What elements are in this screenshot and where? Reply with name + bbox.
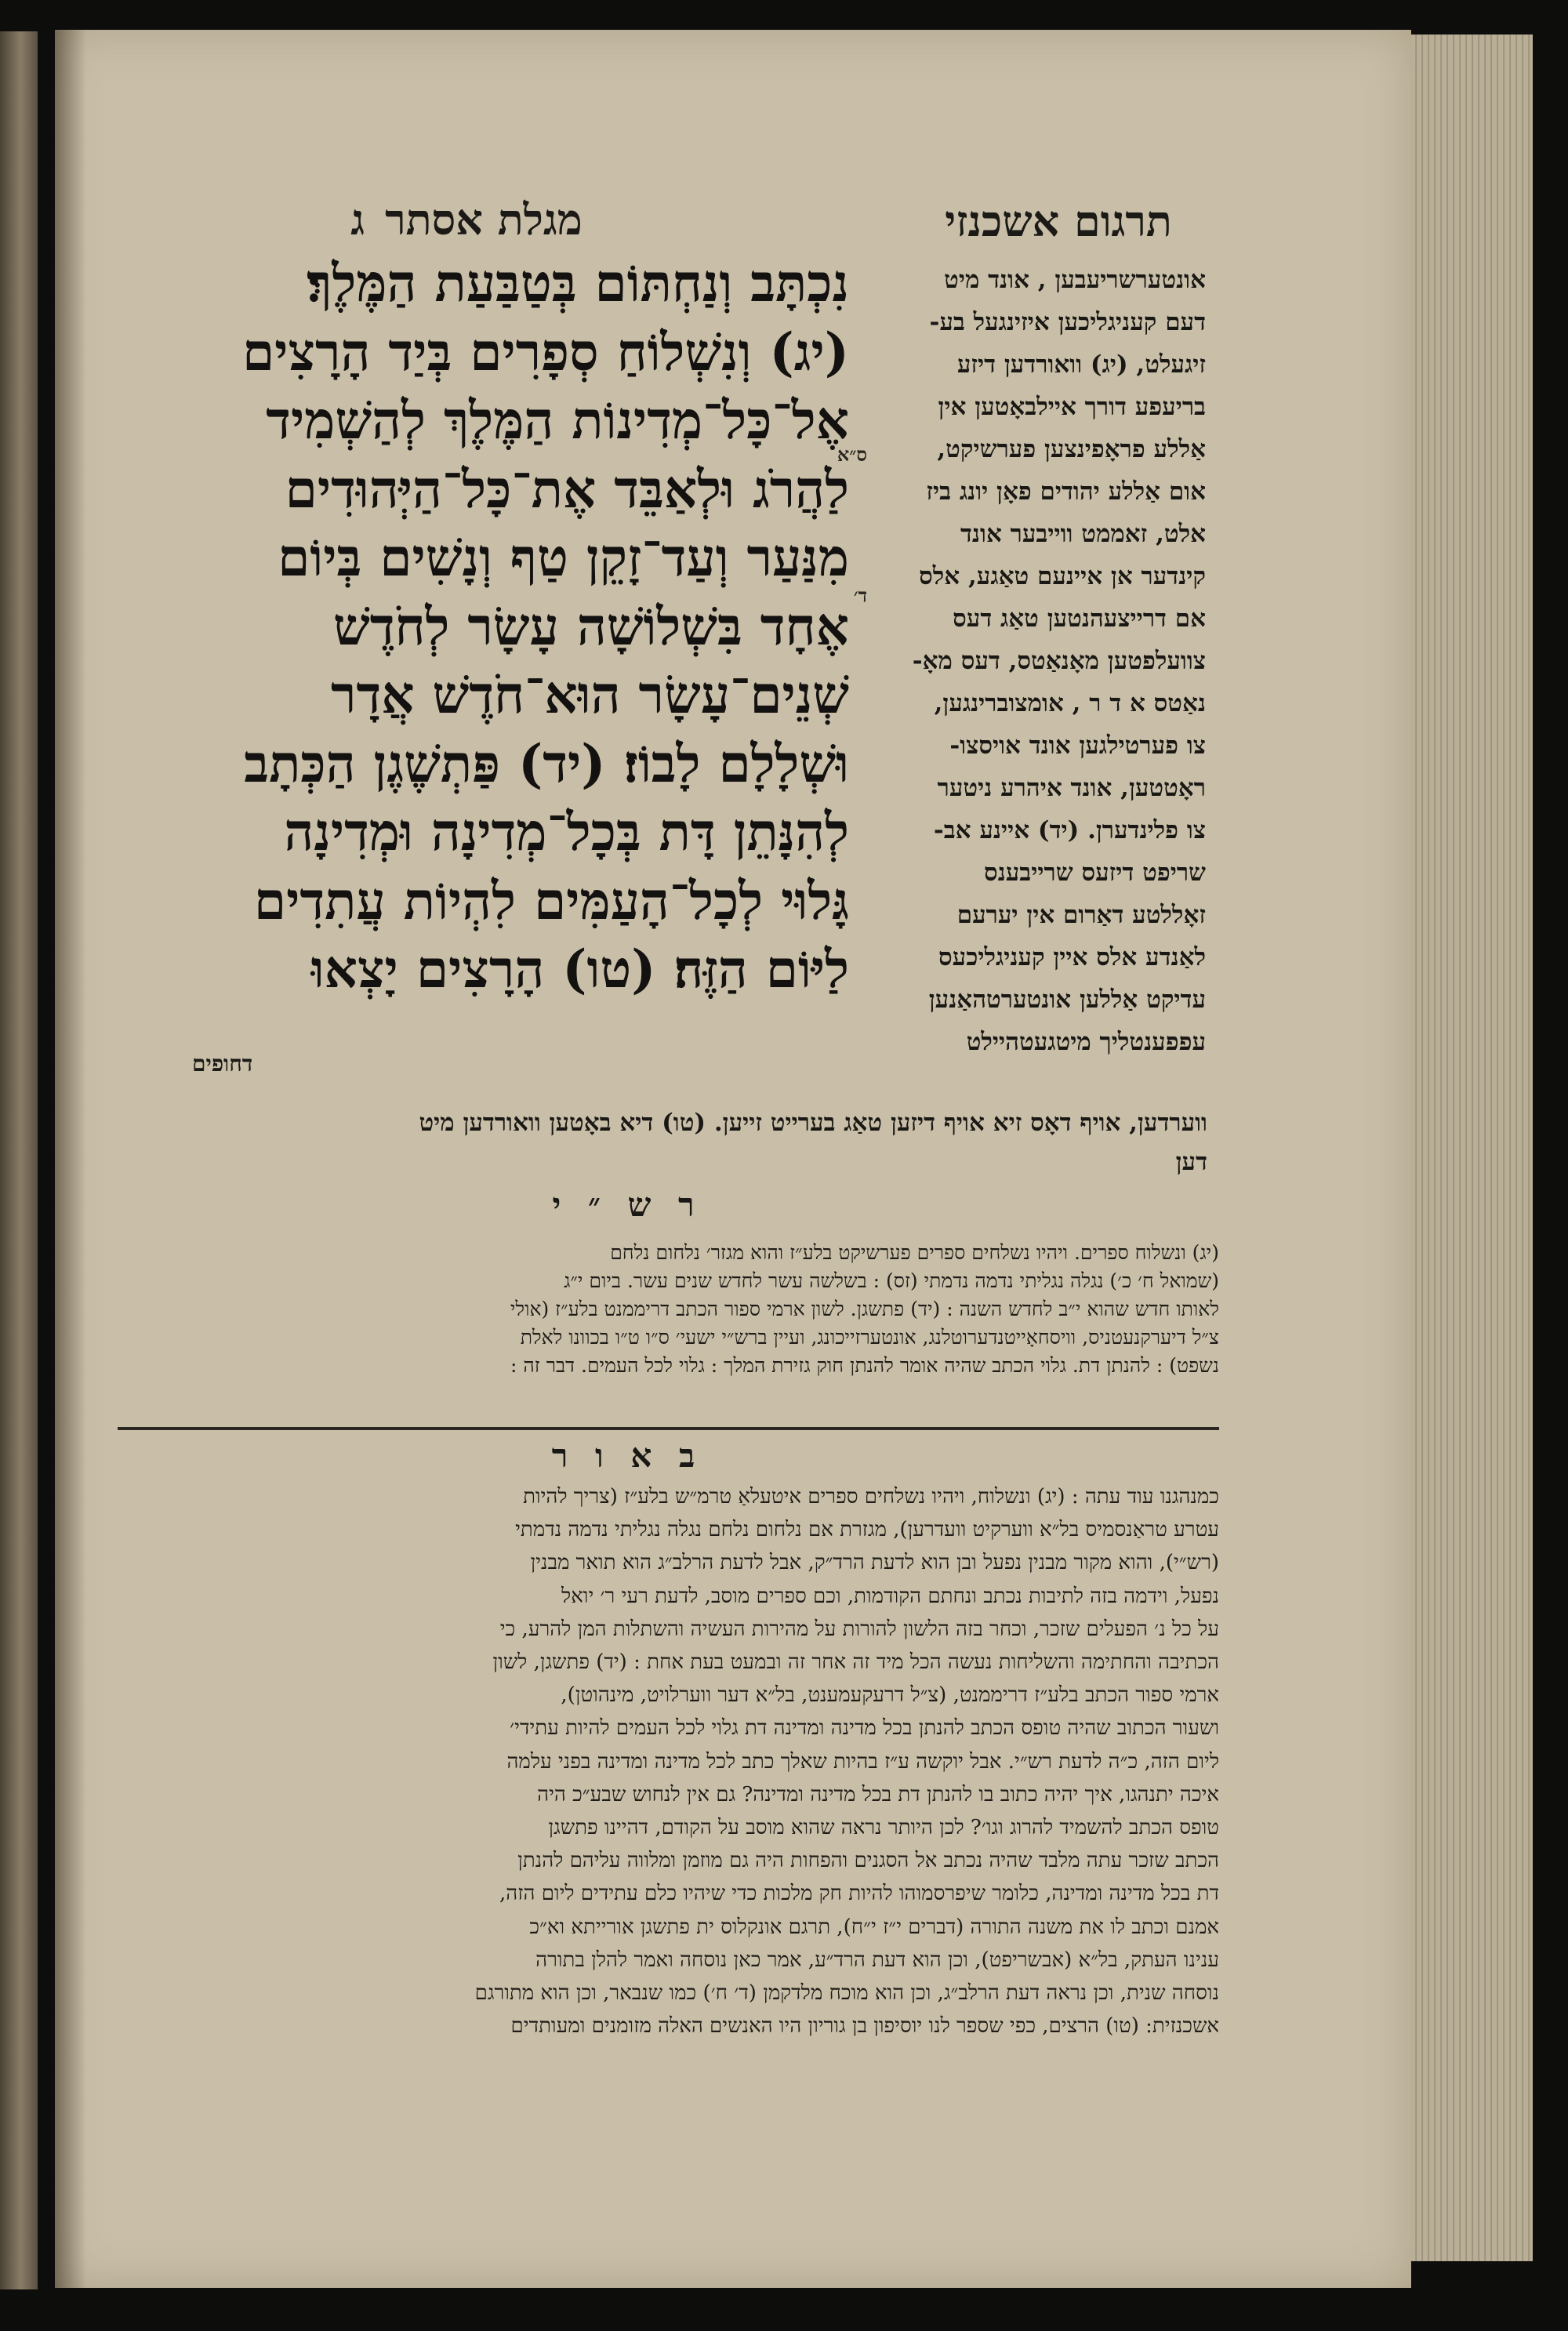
biur-line: כמנהגנו עוד עתה : (יג) ונשלוח, ויהיו נשלחים ספרים איטעלאַ טרמ״ש בלע״ז (צריך להיות — [523, 1485, 1219, 1509]
yiddish-line: ראָטטען, אונד איהרע ניטער — [937, 774, 1206, 802]
rashi-line: לאותו חדש שהוא י״ב לחדש השנה : (יד) פתשגן. לשון ארמי ספור הכתב דריממנט בלע״ז (אולי — [510, 1298, 1219, 1320]
book-title: מגלת אסתר — [385, 194, 583, 245]
page-stack-edges — [1411, 34, 1533, 2261]
biur-line: ענינו העתק, בל״א (אבשריפט), וכן הוא דעת הרד״ע, אמר כאן נוסחה ואמר להלן בתורה — [535, 1948, 1219, 1972]
yiddish-line: אום אַללע יהודים פאָן יונג ביז — [926, 477, 1206, 506]
biur-line: אשכנזית: (טו) הרצים, כפי שספר לנו יוסיפון בן גוריון היו האנשים האלה מזומנים ומעותדים — [510, 2014, 1219, 2039]
biur-line: טופס הכתב להשמיד להרוג וגו׳? לכן היותר נראה שהוא מוסב על הקודם, דהיינו פתשגן — [548, 1816, 1219, 1840]
bible-line: לְהִנָּתֵן דָּת בְּכָל־מְדִינָה וּמְדִינָה — [284, 801, 849, 862]
biur-heading: ב א ו ר — [551, 1436, 703, 1475]
bible-line: לַיּוֹם הַזֶּה׃ (טו) הָרָצִים יָצְאוּ — [310, 939, 849, 1000]
biur-line: עטרע טראַנסמיס בל״א ווערקיט וועדרען), מגזרת אם נלחום נלחם נגלה נגליתי נדמה נדמתי — [515, 1518, 1219, 1542]
rashi-line: נשפט) : להנתן דת. גלוי הכתב שהיה אומר להנתן חוק גזירת המלך : גלוי לכל העמים. דבר זה : — [510, 1354, 1219, 1377]
margin-note: ס״א — [837, 443, 867, 466]
rashi-commentary — [118, 1239, 1219, 1380]
biur-line: איכה יתנהגו, איך יהיה כתוב בו להנתן דת בכל מדינה ומדינה? גם אין לנחוש שבע״כ היה — [537, 1782, 1219, 1806]
biur-line: נפעל, וידמה בזה לתיבות נכתב ונחתם הקודמות, וכם ספרים מוסב, לדעת רעי ר׳ יואל — [561, 1584, 1219, 1608]
margin-note: ד׳ — [853, 584, 867, 607]
yiddish-line: ווערדען, אויף דאָס זיא אויף דיזען טאַג בערייט זייען. (טו) דיא באָטען וואורדען מיט — [419, 1109, 1207, 1137]
page-letter: ג — [350, 194, 365, 245]
bible-line: אֶל־כָּל־מְדִינוֹת הַמֶּלֶךְ לְהַשְׁמִיד — [266, 390, 849, 451]
biur-line: אמנם וכתב לו את משנה התורה (דברים י״ז י״ח), תרגם אונקלוס ית פתשגן אורייתא וא״כ — [529, 1915, 1219, 1939]
biur-line: הכתב שזכר עתה מלבד שהיה נכתב אל הסגנים והפחות היה גם מוזמן ומלווה עליהם להנתן — [517, 1849, 1219, 1873]
running-header-targum: תרגום אשכנזי — [945, 196, 1172, 246]
rashi-line: (שמואל ח׳ כ׳) נגלה נגליתי נדמה נדמתי (זס) : בשלשה עשר לחדש שנים עשר. ביום י״ג — [564, 1269, 1219, 1292]
bible-line: נִכְתָּב וְנַחְתּוֹם בְּטַבַּעַת הַמֶּלֶךְ׃ — [307, 252, 849, 314]
bible-line: מִנַּעַר וְעַד־זָקֵן טַף וְנָשִׁים בְּיוֹם — [278, 527, 849, 588]
yiddish-line: בריעפע דורך איילבאָטען אין — [938, 393, 1206, 421]
yiddish-line: אלט, זאממט ווייבער אונד — [960, 520, 1206, 548]
yiddish-translation-continuation — [118, 1103, 1207, 1182]
rashi-heading: ר ש ״ י — [552, 1185, 702, 1224]
yiddish-line: צו פלינדערן. (יד) איינע אב- — [933, 816, 1206, 844]
biblical-text-column — [114, 249, 849, 1004]
yiddish-translation-column — [853, 259, 1206, 1063]
yiddish-line: נאַטס א ד ר , אומצוברינגען, — [934, 689, 1206, 717]
yiddish-line: עדיקט אַללען אונטערטהאַנען — [928, 986, 1206, 1014]
biur-line: נוסחה שנית, וכן נראה דעת הרלב״ג, וכן הוא מוכח מלדקמן (ד׳ ח׳) כמו שנבאר, וכן הוא מתורגם — [474, 1981, 1219, 2006]
yiddish-line: צוועלפטען מאָנאַטס, דעס מאָ- — [912, 647, 1206, 675]
biur-commentary — [118, 1480, 1219, 2042]
biur-line: (רש״י), והוא מקור מבנין נפעל ובן הוא לדעת הרד״ק, אבל לדעת הרלב״ג הוא תואר מבנין — [530, 1551, 1219, 1575]
gutter-shadow — [55, 30, 86, 2288]
biur-line: ושעור הכתוב שהיה טופס הכתב להנתן בכל מדינה ומדינה דת גלוי לכל העמים להיות עתידי׳ — [510, 1716, 1219, 1741]
yiddish-line: דעם קעניגליכען איזינגעל בע- — [929, 308, 1206, 336]
catchword: דחופים — [192, 1051, 253, 1077]
yiddish-line: אַללע פראָפינצען פערשיקט, — [937, 435, 1206, 463]
rashi-line: (יג) ונשלוח ספרים. ויהיו נשלחים ספרים פערשיקט בלע״ז והוא מגזר׳ נלחום נלחם — [610, 1241, 1219, 1264]
yiddish-line: עפפענטליך מיטגעטהיילט — [966, 1028, 1206, 1056]
biur-line: על כל נ׳ הפעלים שזכר, וכחר בזה הלשון להורות על מהירות העשיה והשתלות המן להרע, כי — [499, 1617, 1219, 1641]
yiddish-line: שריפט דיזעס שרייבענס — [984, 859, 1206, 887]
bible-line: אֶחָד בִּשְׁלוֹשָׁה עָשָׂר לְחֹדֶשׁ — [332, 595, 849, 657]
running-header-megillah — [282, 194, 651, 245]
biur-line: ארמי ספור הכתב בלע״ז דריממנט, (צ״ל דרעקעמענט, בל״א דער ווערלויט, מינהוטן), — [561, 1683, 1219, 1708]
yiddish-line: קינדער אן איינעם טאַגע, אלס — [919, 562, 1206, 590]
yiddish-line: אם דרייצעהנטען טאַג דעס — [953, 605, 1206, 633]
biur-line: ליום הזה, כ״ה לדעת רש״י. אבל יוקשה ע״ז בהיות שאלך כתב לכל מדינה ומדינה בפני עלמה — [506, 1749, 1219, 1774]
yiddish-line: צו פערטילגען אונד אויסצו- — [949, 732, 1206, 760]
yiddish-line: אונטערשריעבען , אונד מיט — [944, 266, 1206, 294]
yiddish-line: דען — [1175, 1148, 1207, 1176]
biur-line: הכתיבה והחתימה והשליחות נעשה הכל מיד זה אחר זה ובמעט בעת אחת : (יד) פתשגן, לשון — [492, 1650, 1219, 1675]
rashi-line: צ״ל דיערקנעטניס, וויסחאָייטנדערוטלנג, אונטערזייכונג, ועיין ברש״י ישעי׳ ס״ו ט״ו בכוונו לאלת — [520, 1326, 1219, 1349]
bible-line: שְׁנֵים־עָשָׂר הוּא־חֹדֶשׁ אֲדָר — [331, 664, 849, 725]
bible-line: וּשְׁלָלָם לָבוֹז׃ (יד) פַּתְשֶׁגֶן הַכְּתָב — [244, 732, 849, 794]
yiddish-line: זאָללטע דאַרום אין יערעם — [956, 901, 1206, 929]
bible-line: (יג) וְנִשְׁלוֹחַ סְפָרִים בְּיַד הָרָצִים — [241, 321, 849, 383]
facing-page-edge — [0, 31, 38, 2289]
biur-line: דת בכל מדינה ומדינה, כלומר שיפרסמוהו להיות חק מלכות כדי שיהיו כלם עתידים ליום הזה, — [499, 1882, 1219, 1906]
section-divider — [118, 1427, 1219, 1430]
bible-line: גָּלוּי לְכָל־הָעַמִּים לִהְיוֹת עֲתִדִים — [253, 870, 849, 931]
bible-line: לַהֲרֹג וּלְאַבֵּד אֶת־כָּל־הַיְּהוּדִים — [285, 458, 849, 520]
yiddish-line: לאַנדע אלס איין קעניגליכעס — [938, 943, 1206, 971]
yiddish-line: זיגעלט, (יג) וואורדען דיזע — [956, 350, 1206, 379]
